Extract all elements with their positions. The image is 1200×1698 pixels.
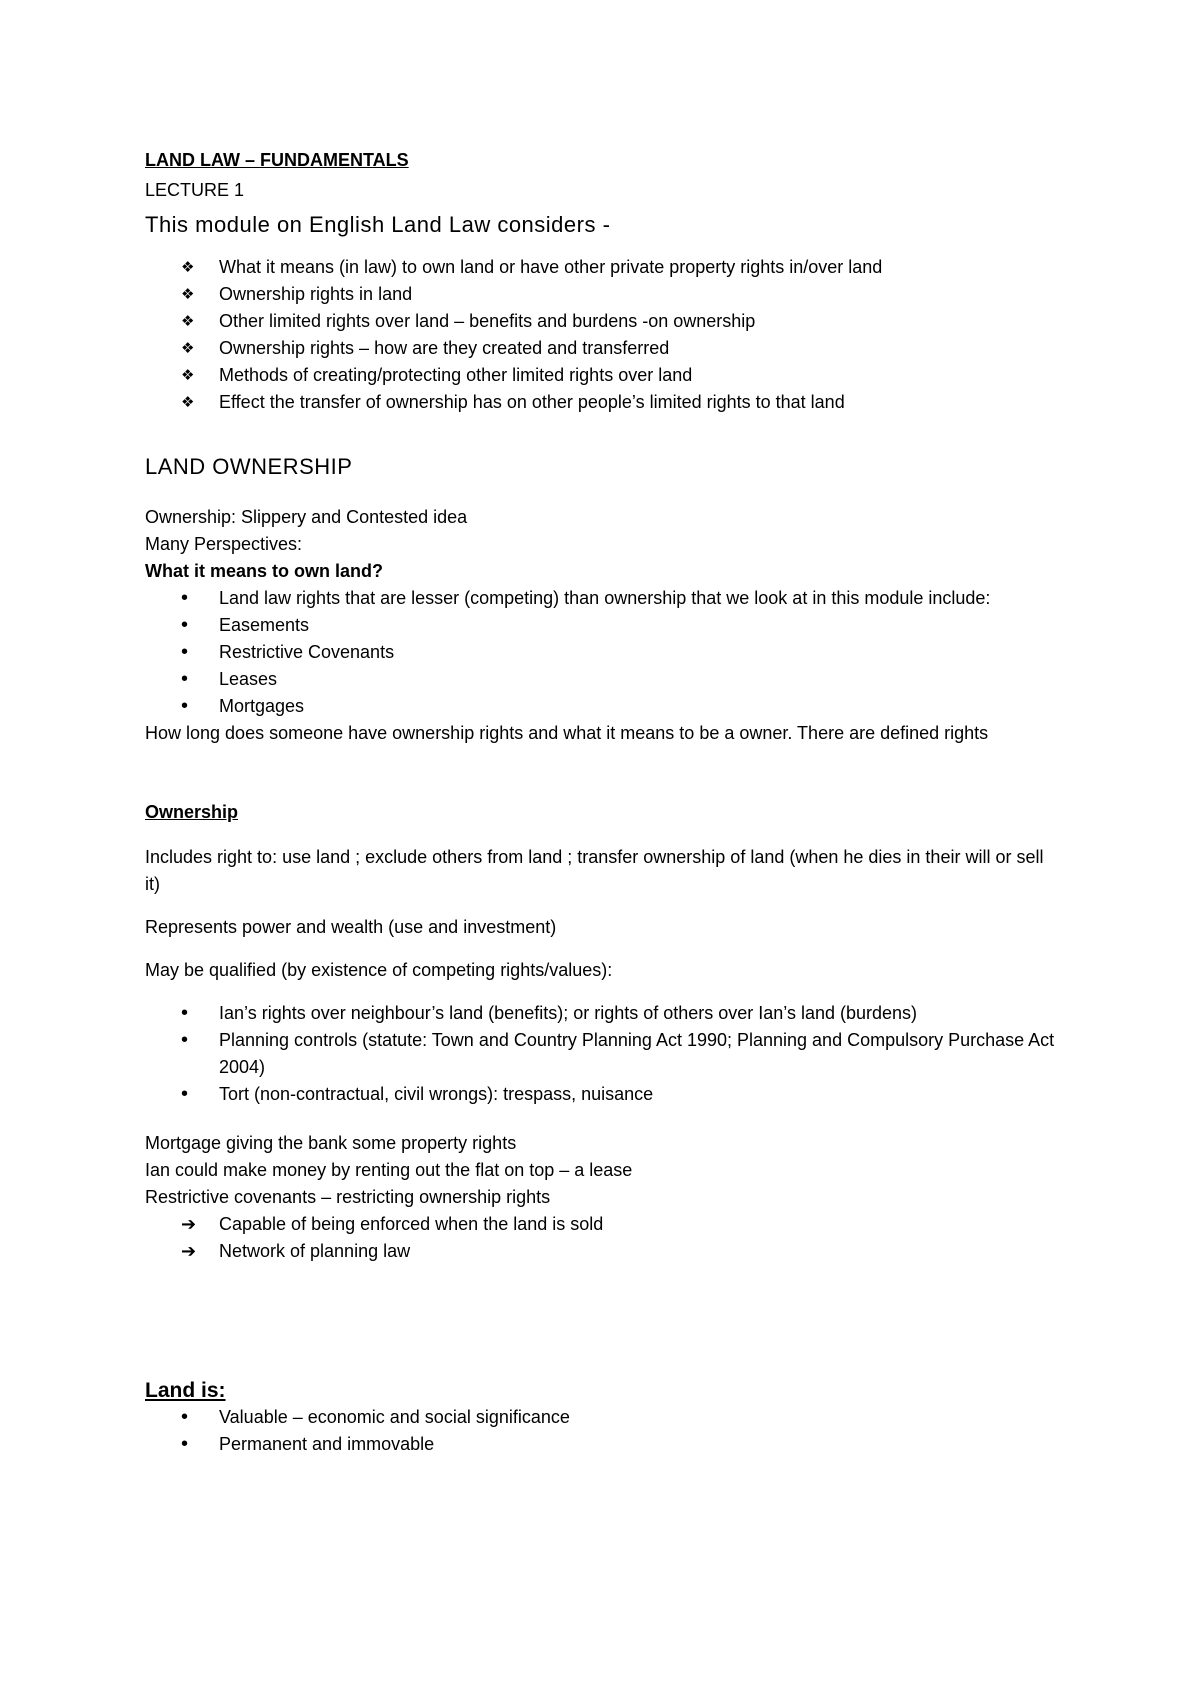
list-item: • Restrictive Covenants [145, 639, 1055, 666]
bullet-icon: • [181, 587, 189, 609]
list-item: • Tort (non-contractual, civil wrongs): trespass, nuisance [145, 1081, 1055, 1108]
lesser-rights-list [145, 585, 1055, 720]
module-points-list [145, 254, 1055, 416]
list-item: ❖ Ownership rights in land [145, 281, 1055, 308]
list-item: • Leases [145, 666, 1055, 693]
qualified-paragraph: May be qualified (by existence of competing rights/values): [145, 960, 613, 980]
diamond-bullet-icon: ❖ [181, 286, 195, 303]
document-body [145, 148, 1055, 1458]
perspectives-line: Many Perspectives: [145, 534, 303, 554]
ownership-heading: Ownership [145, 802, 239, 822]
list-item: ❖ What it means (in law) to own land or have other private property rights in/over land [145, 254, 1055, 281]
intro-heading: This module on English Land Law considers - [145, 212, 611, 237]
power-wealth-paragraph: Represents power and wealth (use and investment) [145, 917, 557, 937]
diamond-bullet-icon: ❖ [181, 394, 195, 411]
bullet-icon: • [181, 1406, 189, 1428]
mortgage-line: Mortgage giving the bank some property rights [145, 1133, 517, 1153]
qualifications-list [145, 1000, 1055, 1108]
land-is-heading: Land is: [145, 1379, 226, 1402]
land-ownership-heading: LAND OWNERSHIP [145, 454, 353, 479]
document-title: LAND LAW – FUNDAMENTALS [145, 150, 409, 170]
bullet-icon: • [181, 1433, 189, 1455]
own-land-question: What it means to own land? [145, 561, 383, 581]
bullet-icon: • [181, 668, 189, 690]
bullet-icon: • [181, 695, 189, 717]
list-item: • Valuable – economic and social significance [145, 1404, 1055, 1431]
list-item: • Ian’s rights over neighbour’s land (benefits); or rights of others over Ian’s land (burdens) [145, 1000, 1055, 1027]
list-item: • Easements [145, 612, 1055, 639]
ownership-rights-paragraph: Includes right to: use land ; exclude others from land ; transfer ownership of land (when he dies in their will or sell it) [145, 847, 1044, 894]
list-item: ➔ Capable of being enforced when the land is sold [145, 1211, 1055, 1238]
list-item: • Mortgages [145, 693, 1055, 720]
arrow-right-icon: ➔ [181, 1214, 197, 1234]
lease-line: Ian could make money by renting out the flat on top – a lease [145, 1160, 633, 1180]
bullet-icon: • [181, 614, 189, 636]
list-item: ➔ Network of planning law [145, 1238, 1055, 1265]
ownership-duration-paragraph: How long does someone have ownership rights and what it means to be a owner. There are defined rights [145, 723, 989, 743]
bullet-icon: • [181, 1002, 189, 1024]
list-item: ❖ Effect the transfer of ownership has on other people’s limited rights to that land [145, 389, 1055, 416]
diamond-bullet-icon: ❖ [181, 259, 195, 276]
diamond-bullet-icon: ❖ [181, 367, 195, 384]
covenants-line: Restrictive covenants – restricting ownership rights [145, 1187, 551, 1207]
list-item: ❖ Ownership rights – how are they created and transferred [145, 335, 1055, 362]
bullet-icon: • [181, 641, 189, 663]
lecture-label: LECTURE 1 [145, 180, 245, 200]
diamond-bullet-icon: ❖ [181, 340, 195, 357]
land-is-list [145, 1404, 1055, 1458]
list-item: • Land law rights that are lesser (competing) than ownership that we look at in this module include: [145, 585, 1055, 612]
bullet-icon: • [181, 1029, 189, 1051]
list-item: ❖ Methods of creating/protecting other limited rights over land [145, 362, 1055, 389]
diamond-bullet-icon: ❖ [181, 313, 195, 330]
list-item: • Permanent and immovable [145, 1431, 1055, 1458]
arrow-right-icon: ➔ [181, 1241, 197, 1261]
bullet-icon: • [181, 1083, 189, 1105]
covenants-arrow-list [145, 1211, 1055, 1265]
ownership-idea-line: Ownership: Slippery and Contested idea [145, 507, 468, 527]
list-item: • Planning controls (statute: Town and Country Planning Act 1990; Planning and Compulsory Purchase Act 2004) [181, 1029, 1055, 1077]
list-item: ❖ Other limited rights over land – benefits and burdens -on ownership [145, 308, 1055, 335]
